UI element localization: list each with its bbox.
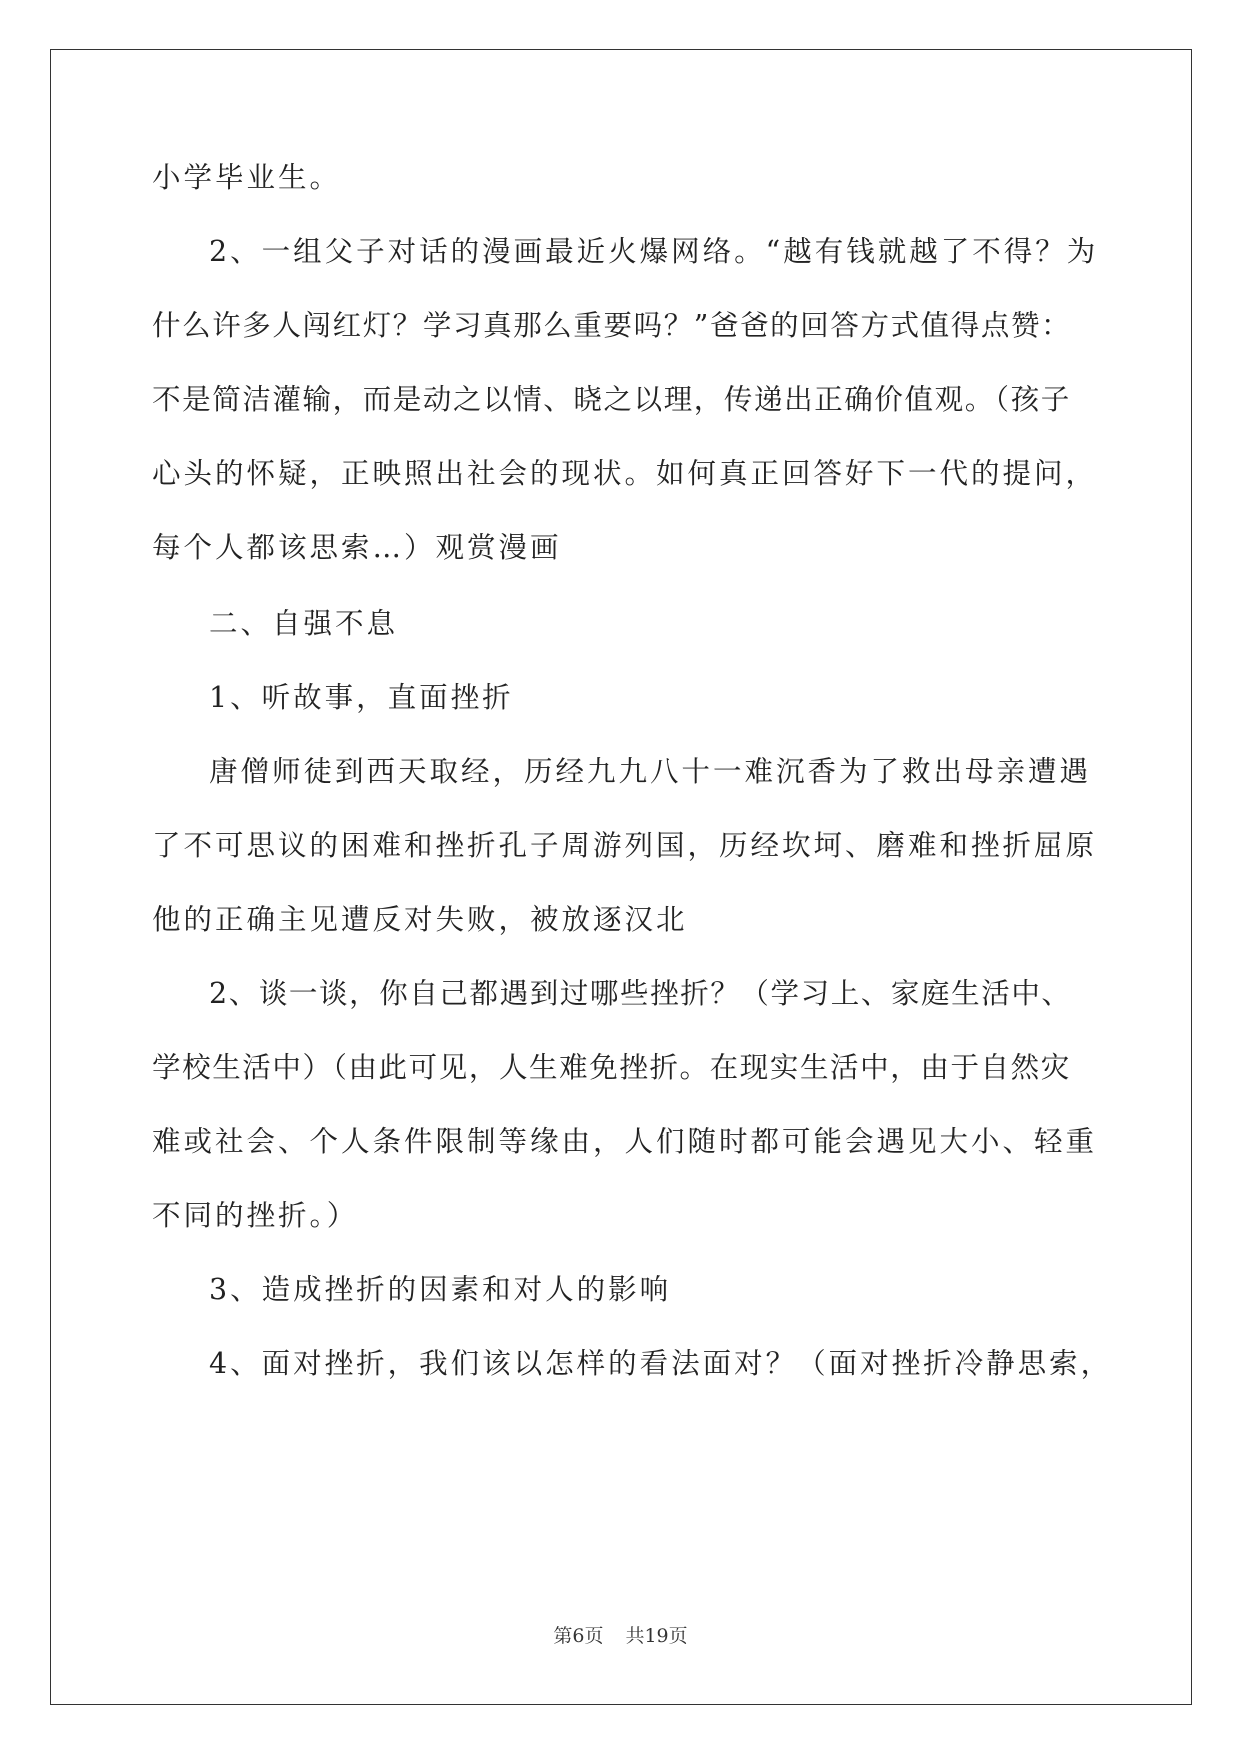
page-footer: [0, 1624, 1241, 1648]
text-line: 难或社会、个人条件限制等缘由，人们随时都可能会遇见大小、轻重: [152, 1125, 1098, 1158]
page-total: 共19页: [625, 1625, 688, 1647]
text-line: 2、谈一谈，你自己都遇到过哪些挫折？（学习上、家庭生活中、: [209, 977, 1072, 1010]
text-line: 不同的挫折。）: [152, 1199, 359, 1232]
text-line: 唐僧师徒到西天取经，历经九九八十一难沉香为了救出母亲遭遇: [209, 755, 1092, 788]
page-number: 第6页: [553, 1625, 604, 1647]
text-line: 了不可思议的困难和挫折孔子周游列国，历经坎坷、磨难和挫折屈原: [152, 829, 1098, 862]
text-line: 心头的怀疑，正映照出社会的现状。如何真正回答好下一代的提问，: [152, 457, 1098, 490]
text-line: 学校生活中）（由此可见，人生难免挫折。在现实生活中，由于自然灾: [152, 1051, 1071, 1084]
text-line: 2、一组父子对话的漫画最近火爆网络。“越有钱就越了不得？为: [209, 235, 1099, 268]
section-heading: 二、自强不息: [209, 607, 399, 640]
text-line: 小学毕业生。: [152, 161, 342, 194]
text-line: 3、造成挫折的因素和对人的影响: [209, 1273, 672, 1306]
text-line: 不是简洁灌输，而是动之以情、晓之以理，传递出正确价值观。（孩子: [152, 383, 1071, 416]
text-line: 什么许多人闯红灯？学习真那么重要吗？”爸爸的回答方式值得点赞：: [152, 309, 1072, 342]
text-line: 1、听故事，直面挫折: [209, 681, 514, 714]
page-border: [50, 49, 1192, 1705]
text-line: 他的正确主见遭反对失败，被放逐汉北: [152, 903, 688, 936]
text-line: 每个人都该思索…）观赏漫画: [152, 531, 562, 564]
text-line: 4、面对挫折，我们该以怎样的看法面对？（面对挫折冷静思索，: [209, 1347, 1113, 1380]
